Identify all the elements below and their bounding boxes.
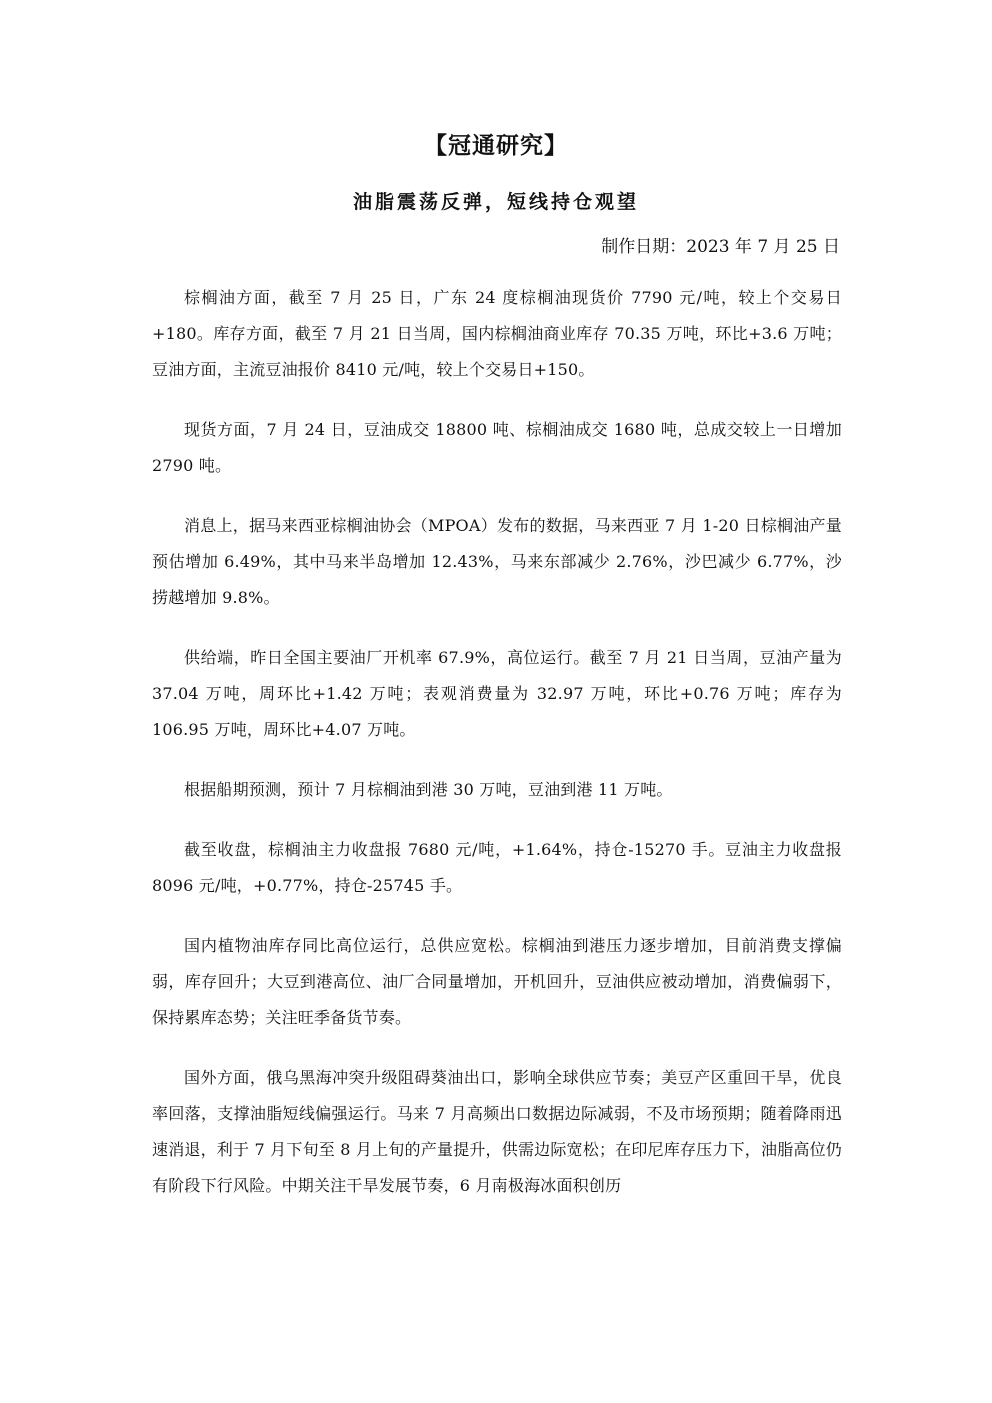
paragraph-shipping-forecast: 根据船期预测，预计 7 月棕榈油到港 30 万吨，豆油到港 11 万吨。	[184, 780, 673, 799]
report-header-title: 【冠通研究】	[424, 132, 568, 159]
paragraph-spot-trading: 现货方面，7 月 24 日，豆油成交 18800 吨、棕榈油成交 1680 吨，总成交较上一日增加 2790 吨。	[152, 420, 842, 475]
paragraph-closing: 截至收盘，棕榈油主力收盘报 7680 元/吨，+1.64%，持仓-15270 手。豆油主力收盘报 8096 元/吨，+0.77%，持仓-25745 手。	[152, 840, 842, 895]
report-date: 制作日期：2023 年 7 月 25 日	[601, 237, 840, 257]
paragraph-international-outlook: 国外方面，俄乌黑海冲突升级阻碍葵油出口，影响全球供应节奏；美豆产区重回干旱，优良率回落，支撑油脂短线偏强运行。马来 7 月高频出口数据边际减弱，不及市场预期；随着降雨迅速消退，利于 7 月下旬至 8 月上旬的产量提升，供需边际宽松；在印尼库存压力下，油脂高位仍有阶段下行风险。中期关注干旱发展节奏，6 月南极海冰面积创历	[152, 1068, 842, 1195]
paragraph-palm-oil-spot: 棕榈油方面，截至 7 月 25 日，广东 24 度棕榈油现货价 7790 元/吨，较上个交易日+180。库存方面，截至 7 月 21 日当周，国内棕榈油商业库存 70.35 万吨，环比+3.6 万吨；豆油方面，主流豆油报价 8410 元/吨，较上个交易日+150。	[152, 288, 842, 379]
paragraph-domestic-outlook: 国内植物油库存同比高位运行，总供应宽松。棕榈油到港压力逐步增加，目前消费支撑偏弱，库存回升；大豆到港高位、油厂合同量增加，开机回升，豆油供应被动增加，消费偏弱下，保持累库态势；关注旺季备货节奏。	[152, 936, 842, 1027]
report-subtitle: 油脂震荡反弹，短线持仓观望	[352, 191, 639, 213]
paragraph-supply: 供给端，昨日全国主要油厂开机率 67.9%，高位运行。截至 7 月 21 日当周，豆油产量为 37.04 万吨，周环比+1.42 万吨；表观消费量为 32.97 万吨，环比+0.76 万吨；库存为 106.95 万吨，周环比+4.07 万吨。	[152, 648, 842, 739]
paragraph-mpoa-news: 消息上，据马来西亚棕榈油协会（MPOA）发布的数据，马来西亚 7 月 1-20 日棕榈油产量预估增加 6.49%，其中马来半岛增加 12.43%，马来东部减少 2.76%，沙巴减少 6.77%，沙捞越增加 9.8%。	[152, 516, 842, 607]
report-body	[152, 280, 842, 1228]
